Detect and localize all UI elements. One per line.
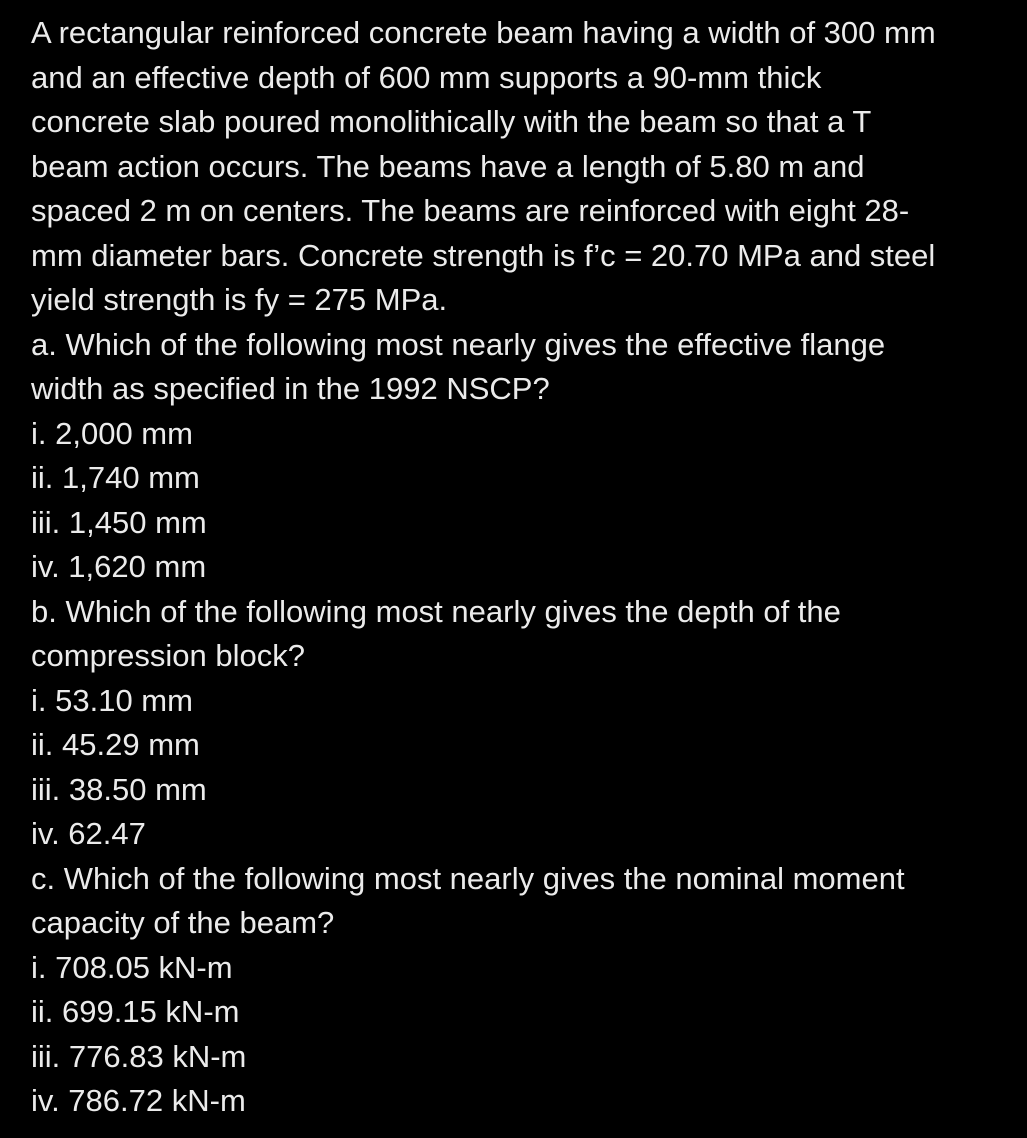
question-b-option-i: i. 53.10 mm (31, 682, 193, 718)
question-b-text: b. Which of the following most nearly gives the depth of the (31, 593, 841, 629)
statement-line: yield strength is fy = 275 MPa. (31, 282, 448, 317)
question-c-text: c. Which of the following most nearly gives the nominal moment (31, 860, 905, 896)
question-c-text: capacity of the beam? (31, 905, 335, 940)
question-b-option-iv: iv. 62.47 (31, 816, 146, 851)
question-a-option-iii: iii. 1,450 mm (31, 504, 207, 540)
question-b-option-iii: iii. 38.50 mm (31, 771, 207, 807)
statement-line: beam action occurs. The beams have a length of 5.80 m and (31, 148, 865, 184)
statement-line: spaced 2 m on centers. The beams are reinforced with eight 28- (31, 193, 910, 228)
statement-line: and an effective depth of 600 mm supports a 90-mm thick (31, 59, 822, 95)
question-c (31, 857, 1011, 1124)
question-b (31, 590, 1011, 857)
question-c-option-iv: iv. 786.72 kN-m (31, 1083, 246, 1118)
problem-document (31, 11, 1011, 1124)
question-a-text: a. Which of the following most nearly gives the effective flange (31, 326, 886, 362)
question-a-option-iv: iv. 1,620 mm (31, 549, 207, 584)
statement-line: mm diameter bars. Concrete strength is f’c = 20.70 MPa and steel (31, 237, 936, 273)
problem-statement (31, 11, 1011, 323)
question-a-option-i: i. 2,000 mm (31, 415, 193, 451)
question-a (31, 323, 1011, 590)
statement-line: concrete slab poured monolithically with the beam so that a T (31, 104, 872, 139)
question-c-option-iii: iii. 776.83 kN-m (31, 1038, 247, 1074)
statement-line: A rectangular reinforced concrete beam having a width of 300 mm (31, 15, 936, 50)
question-a-text: width as specified in the 1992 NSCP? (31, 371, 550, 406)
question-c-option-ii: ii. 699.15 kN-m (31, 994, 240, 1029)
question-c-option-i: i. 708.05 kN-m (31, 949, 233, 985)
question-a-option-ii: ii. 1,740 mm (31, 460, 200, 495)
question-b-option-ii: ii. 45.29 mm (31, 727, 200, 762)
question-b-text: compression block? (31, 638, 305, 673)
